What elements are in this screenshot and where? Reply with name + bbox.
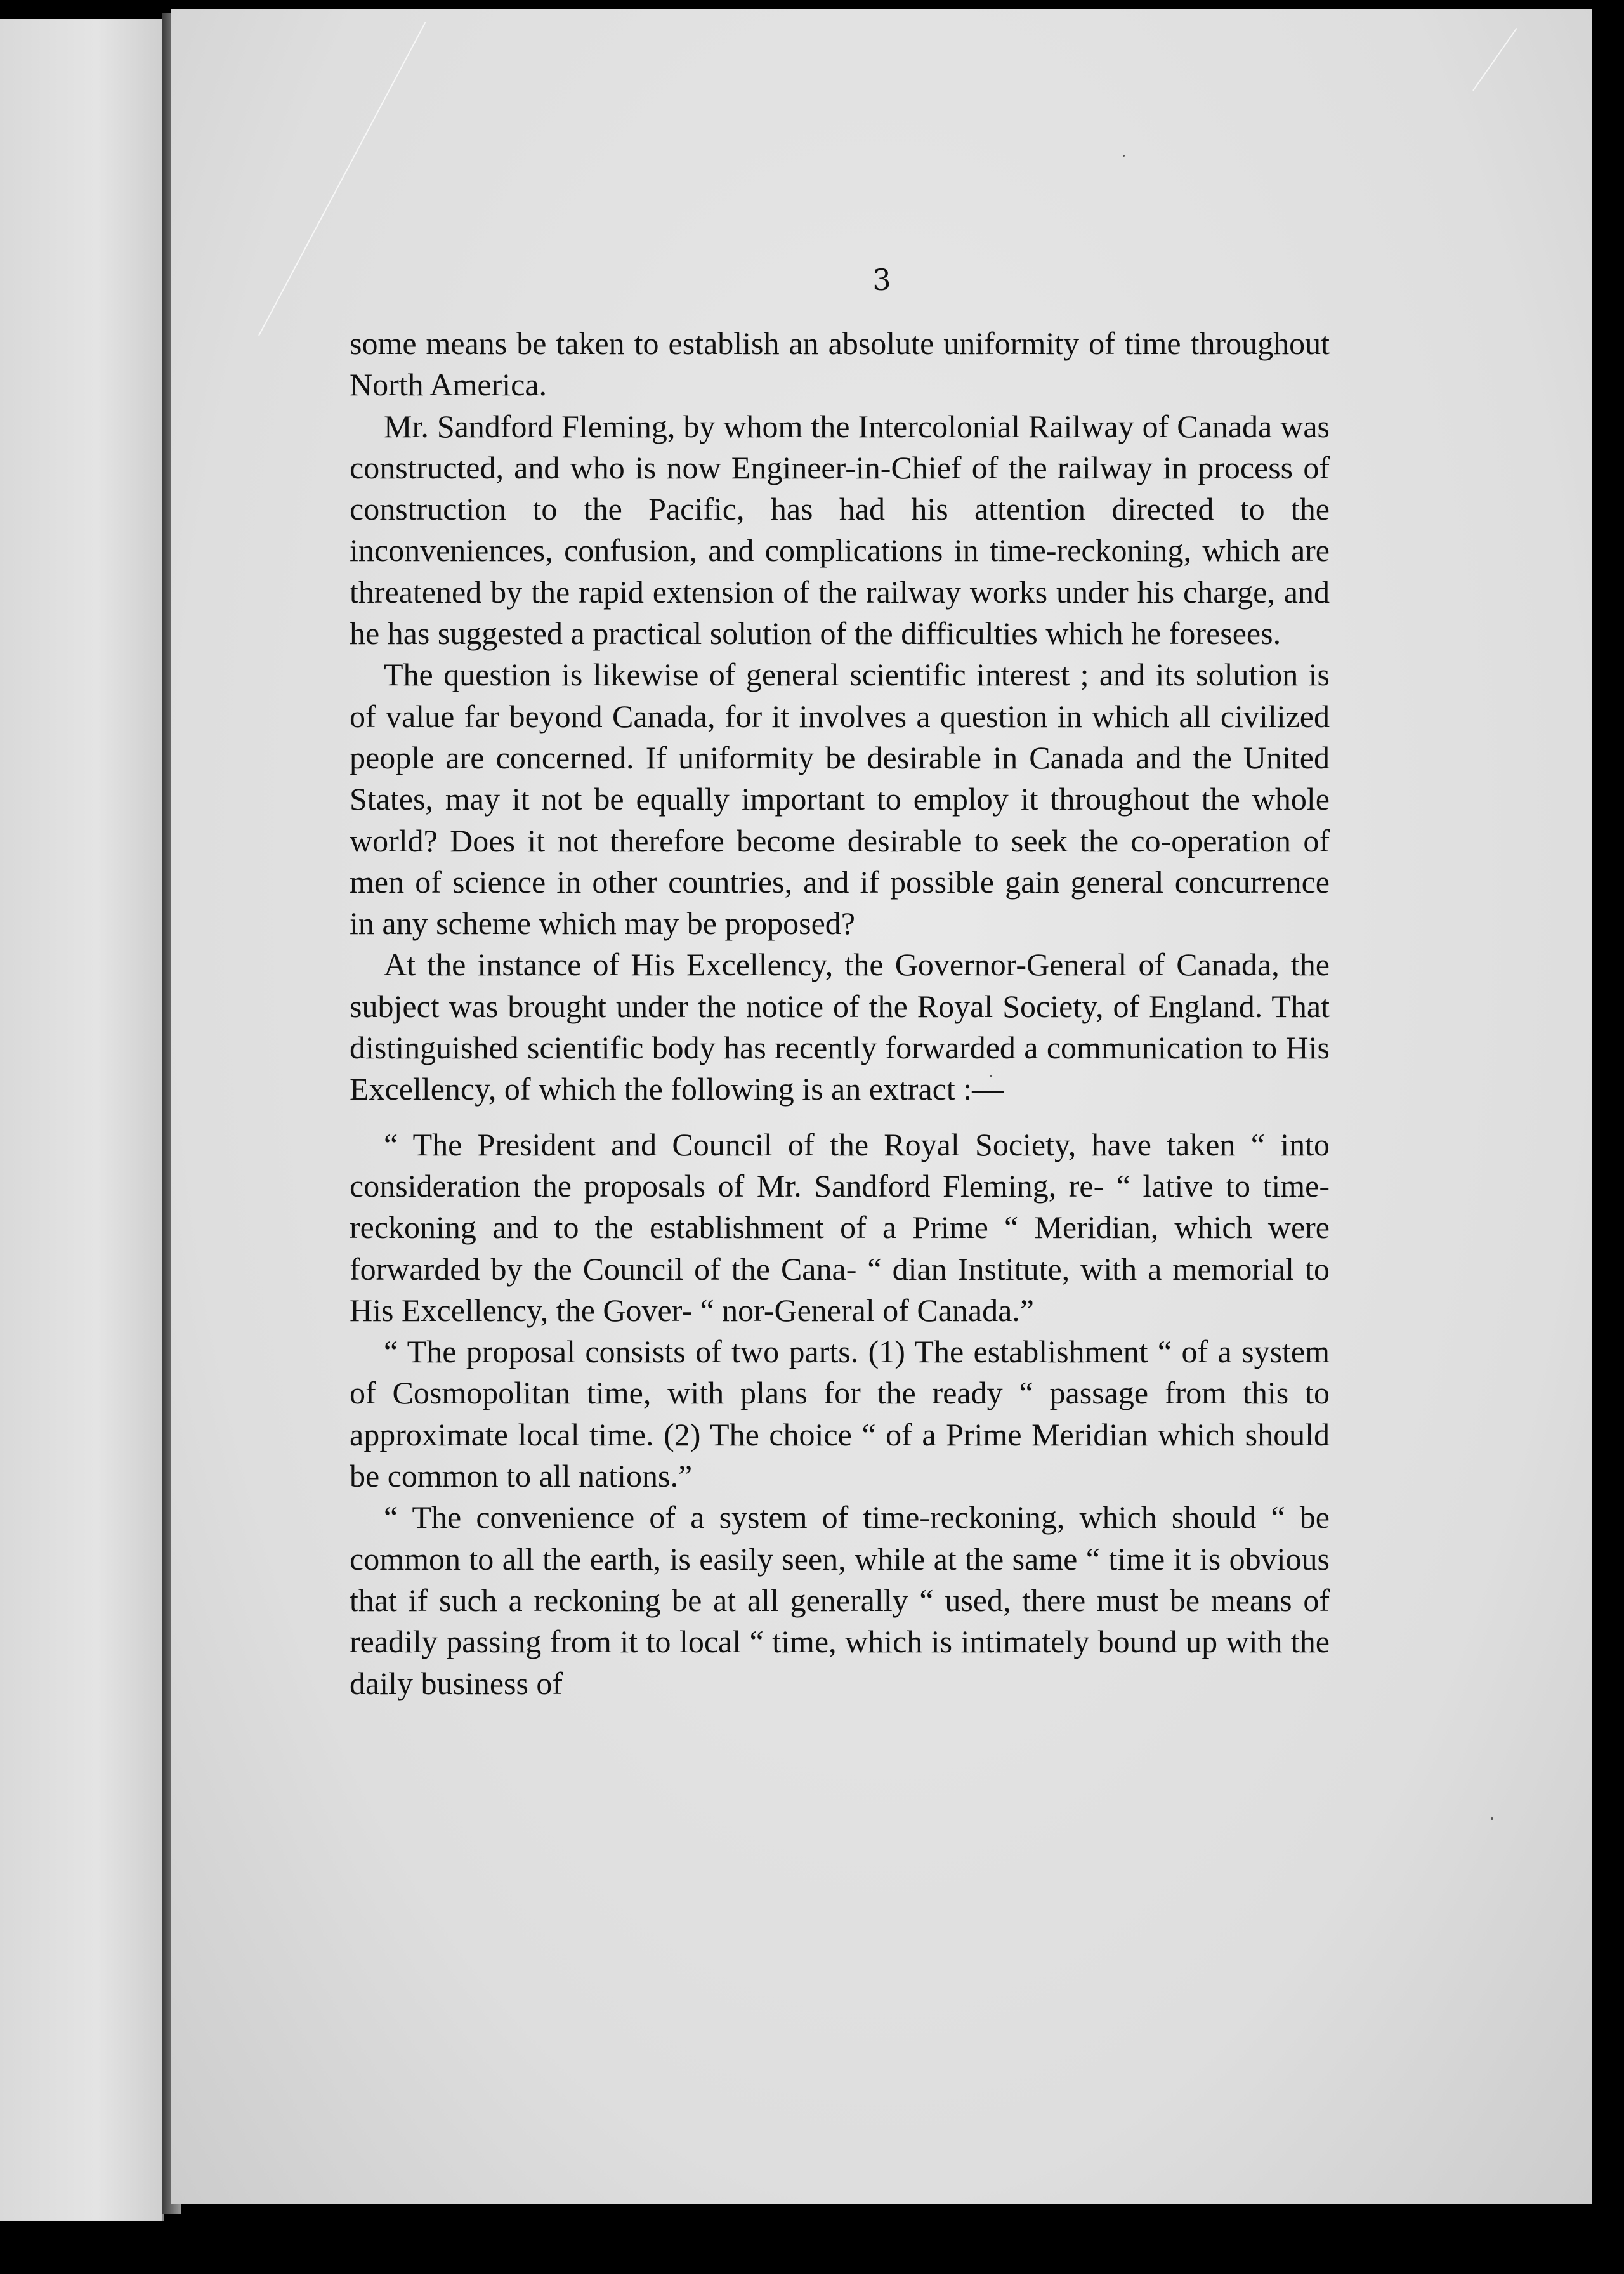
paragraph: The question is likewise of general scientific interest ; and its solution is of value far beyond Canada, for it involves a question in which all civilized people are concerned. If uniformity be desirable in Canada and the United States, may it not be equally important to employ it throughout the whole world? Does it not therefore become desirable to seek the co-operation of men of science in other countries, and if possible gain general concurrence in any scheme which may be proposed? bbox=[350, 657, 1330, 942]
paragraph: At the instance of His Excellency, the Governor-General of Canada, the subject was brought under the notice of the Royal Society, of England. That distinguished scientific body has recently forwarded a communication to His Excellency, of which the following is an extract :— bbox=[350, 947, 1330, 1107]
quoted-paragraph: “ The proposal consists of two parts. (1) The establishment “ of a system of Cosmopolitan time, with plans for the ready “ passage from this to approximate local time. (2) The choice “ of a Prime Meridian which should be common to all nations.” bbox=[350, 1334, 1330, 1494]
previous-page-edge bbox=[0, 19, 164, 2221]
quoted-paragraph: “ The convenience of a system of time-reckoning, which should “ be common to all the earth, is easily seen, while at the same “ time it is obvious that if such a reckoning be at all generally “ used, there must be means of readily passing from it to local “ time, which is intimately bound up with the daily business of bbox=[350, 1499, 1330, 1701]
page-number: 3 bbox=[872, 263, 891, 297]
film-scratch bbox=[1472, 28, 1517, 91]
scan-speck bbox=[1491, 1817, 1493, 1820]
body-text bbox=[350, 323, 1330, 1704]
paragraph: some means be taken to establish an absolute uniformity of time throughout North America. bbox=[350, 325, 1330, 403]
scan-speck bbox=[1123, 155, 1125, 157]
quoted-paragraph: “ The President and Council of the Royal Society, have taken “ into consideration the proposals of Mr. Sandford Fleming, re- “ lative to time-reckoning and to the establishment of a Prime “ Meridian, which were forwarded by the Council of the Cana- “ dian Institute, with a memorial to His Excellency, the Gover- “ nor-General of Canada.” bbox=[350, 1126, 1330, 1328]
paragraph: Mr. Sandford Fleming, by whom the Intercolonial Railway of Canada was constructed, and who is now Engineer-in-Chief of the railway in process of construction to the Pacific, has had his attention directed to the inconveniences, confusion, and complications in time-reckoning, which are threatened by the rapid extension of the railway works under his charge, and he has suggested a practical solution of the difficulties which he foresees. bbox=[350, 408, 1330, 652]
